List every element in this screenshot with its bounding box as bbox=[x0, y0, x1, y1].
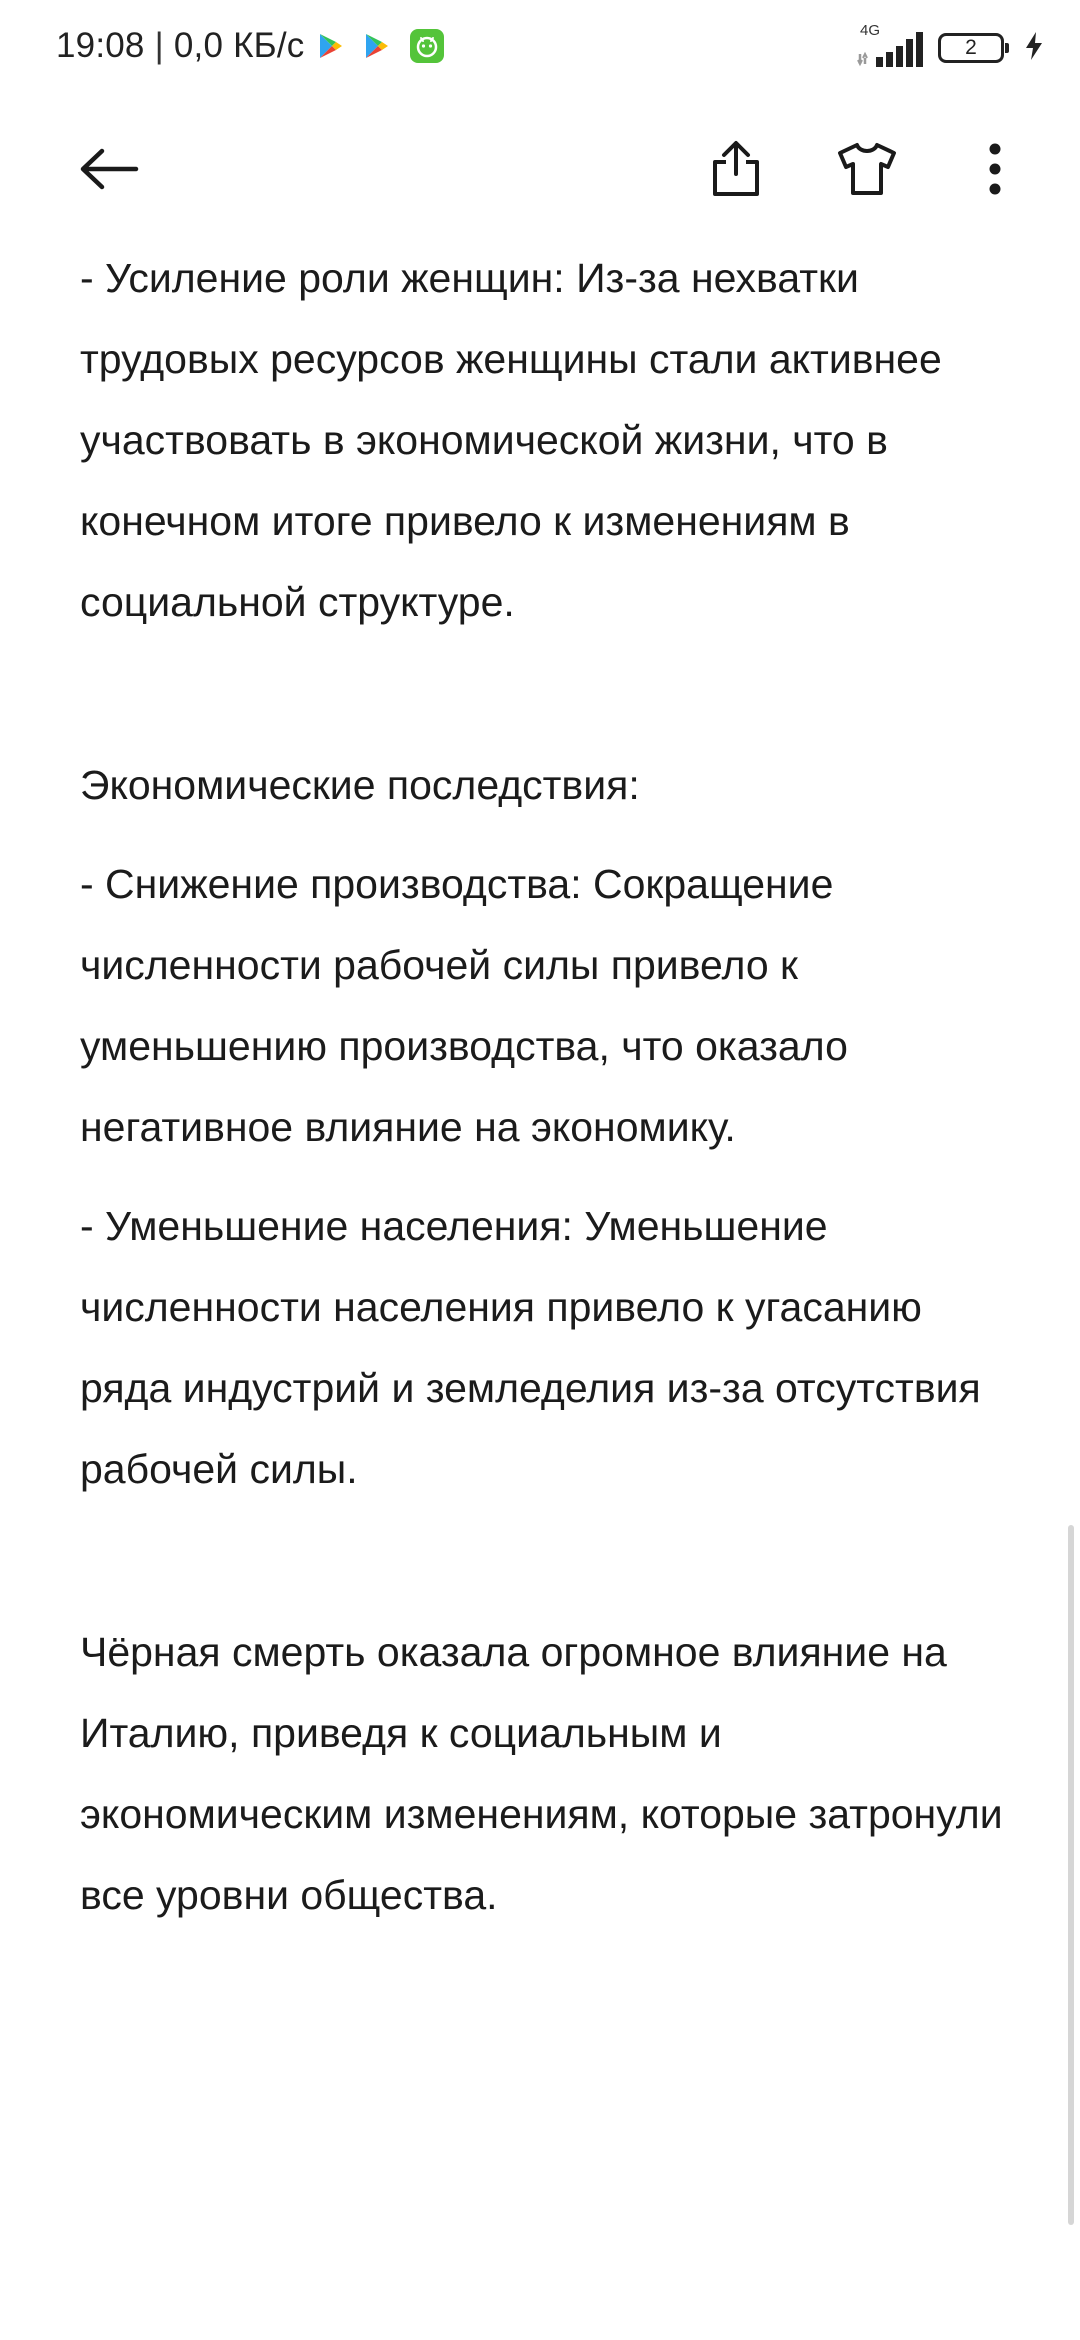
paragraph-population-decline: - Уменьшение населения: Уменьшение численности населения привело к угасанию ряда индустрий и земледелия из-за отсутствия рабочей силы. bbox=[80, 1203, 981, 1492]
back-arrow-icon bbox=[78, 147, 140, 196]
spacer bbox=[80, 1168, 1020, 1186]
status-right bbox=[856, 24, 1044, 72]
paragraph-production-decline: - Снижение производства: Сокращение численности рабочей силы привело к уменьшению производства, что оказало негативное влияние на экономику. bbox=[80, 861, 848, 1150]
tshirt-icon bbox=[836, 141, 898, 202]
spacer bbox=[80, 826, 1020, 844]
signal-icon bbox=[856, 24, 926, 72]
paragraph-conclusion: Чёрная смерть оказала огромное влияние на Италию, приведя к социальным и экономическим изменениям, которые затронули все уровни общества. bbox=[80, 1629, 1003, 1918]
more-options-button[interactable] bbox=[940, 96, 1050, 246]
section-heading-economic: Экономические последствия: bbox=[80, 762, 640, 808]
spacer bbox=[80, 643, 1020, 745]
status-left bbox=[56, 26, 444, 66]
network-type-label: 4G bbox=[860, 22, 881, 39]
status-bar bbox=[0, 0, 1080, 96]
status-time: 19:08 bbox=[56, 26, 145, 65]
status-separator: | bbox=[154, 26, 164, 65]
android-app-icon bbox=[410, 29, 444, 63]
theme-button[interactable] bbox=[812, 96, 922, 246]
share-button[interactable] bbox=[681, 96, 791, 246]
back-button[interactable] bbox=[54, 96, 164, 246]
top-toolbar bbox=[0, 96, 1080, 246]
play-store-icon bbox=[364, 32, 390, 60]
battery-level: 2 bbox=[965, 36, 977, 59]
status-speed: 0,0 КБ/с bbox=[173, 26, 305, 65]
battery-icon bbox=[938, 33, 1004, 63]
scrollbar[interactable] bbox=[1068, 1525, 1074, 2225]
charging-icon bbox=[1024, 31, 1044, 66]
share-icon bbox=[710, 140, 762, 203]
status-notification-icons bbox=[318, 29, 444, 63]
paragraph-women-role: - Усиление роли женщин: Из-за нехватки трудовых ресурсов женщины стали активнее участвовать в экономической жизни, что в конечном итоге привело к изменениям в социальной структуре. bbox=[80, 255, 942, 625]
play-store-icon bbox=[318, 32, 344, 60]
more-vertical-icon bbox=[987, 142, 1003, 201]
article-content bbox=[80, 238, 1020, 1936]
spacer bbox=[80, 1510, 1020, 1612]
